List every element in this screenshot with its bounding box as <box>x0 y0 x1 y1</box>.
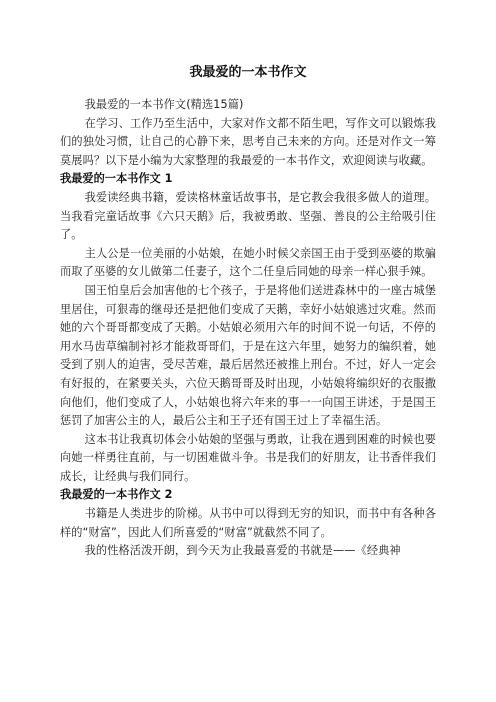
section-1-paragraph: 国王怕皇后会加害他的七个孩子，于是将他们送进森林中的一座古城堡里居住，可狠毒的继母还是把他们变成了天鹅，幸好小姑娘逃过灾难。然而她的六个哥哥都变成了天鹅。小姑娘必须用六年的时间不说一句话，不停的用水马齿草编制衬衫才能救哥哥们，于是在这六年里，她努力的编织着，她受到了别人的迫害，受尽苦难，最后居然还被推上刑台。不过，好人一定会有好报的，在紧要关头，六位天鹅哥哥及时出现，小姑娘将编织好的衣服撒向他们，他们变成了人，小姑娘也将六年来的事一一向国王讲述，于是国王惩罚了加害公主的人，最后公主和王子还有国王过上了幸福生活。 <box>60 283 436 428</box>
section-2-paragraph: 书籍是人类进步的阶梯。从书中可以得到无穷的知识，而书中有各种各样的“财富”，因此人们所喜爱的“财富”就截然不同了。 <box>60 507 436 539</box>
intro-subtitle: 我最爱的一本书作文(精选15篇) <box>84 98 244 111</box>
section-1-paragraph: 这本书让我真切体会小姑娘的坚强与勇敢，让我在遇到困难的时候也要向她一样勇往直前，与一切困难做斗争。书是我们的好朋友，让书香伴我们成长，让经典与我们同行。 <box>60 432 436 483</box>
section-heading-2: 我最爱的一本书作文 2 <box>60 488 173 502</box>
section-2-paragraph: 我的性格活泼开朗，到今天为止我最喜爱的书就是——《经典神 <box>84 544 401 558</box>
intro-paragraph: 在学习、工作乃至生活中，大家对作文都不陌生吧，写作文可以锻炼我们的独处习惯，让自己的心静下来，思考自己未来的方向。还是对作文一筹莫展吗？以下是小编为大家整理的我最爱的一本书作文，欢迎阅读与收藏。 <box>60 116 436 167</box>
section-heading-1: 我最爱的一本书作文 1 <box>60 172 173 186</box>
section-1-paragraph: 主人公是一位美丽的小姑娘，在她小时候父亲国王由于受到巫婆的欺骗而取了巫婆的女儿做第二任妻子，这个二任皇后同她的母亲一样心狠手辣。 <box>60 246 436 279</box>
document-title: 我最爱的一本书作文 <box>189 65 307 80</box>
section-1-paragraph: 我爱读经典书籍，爱读格林童话故事书，是它教会我很多做人的道理。当我看完童话故事《六只天鹅》后，我被勇敢、坚强、善良的公主给吸引住了。 <box>60 190 436 242</box>
